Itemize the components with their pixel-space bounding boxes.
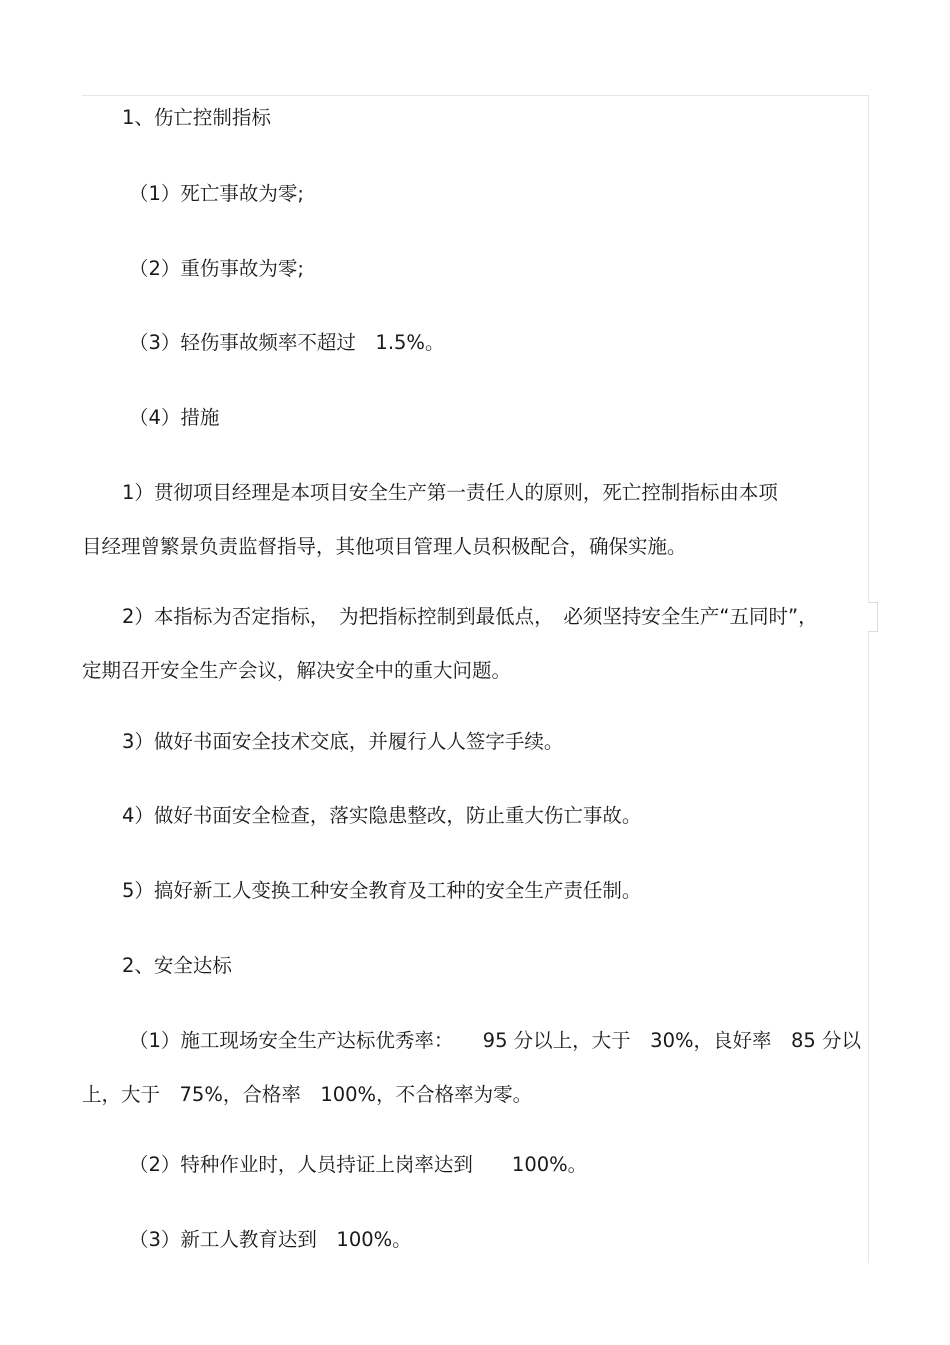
item-death-zero: （1）死亡事故为零;: [129, 182, 304, 205]
measure-1: 1）贯彻项目经理是本项目安全生产第一责任人的原则，死亡控制指标由本项 目经理曾繁景负责监督指导，其他项目管理人员积极配合，确保实施。: [82, 481, 778, 558]
page-border-top: [82, 95, 869, 96]
measure-5: 5）搞好新工人变换工种安全教育及工种的安全生产责任制。: [122, 879, 642, 902]
item-new-worker-education: （3）新工人教育达到 100%。: [129, 1228, 412, 1251]
item-minor-injury-rate: （3）轻伤事故频率不超过 1.5%。: [129, 331, 445, 354]
page-edge-tab: [868, 602, 878, 632]
measure-3: 3）做好书面安全技术交底，并履行人人签字手续。: [122, 730, 564, 753]
measure-4: 4）做好书面安全检查，落实隐患整改，防止重大伤亡事故。: [122, 804, 642, 827]
page-border-right: [868, 95, 869, 1263]
heading-safety-standard: 2、安全达标: [122, 954, 232, 977]
measure-2: 2）本指标为否定指标， 为把指标控制到最低点， 必须坚持安全生产“五同时”， 定期召开安全生产会议，解决安全中的重大问题。: [82, 605, 818, 682]
item-measures: （4）措施: [129, 406, 220, 429]
item-serious-injury-zero: （2）重伤事故为零;: [129, 257, 304, 280]
heading-injury-control: 1、伤亡控制指标: [122, 106, 271, 129]
item-certified-rate: （2）特种作业时，人员持证上岗率达到 100%。: [129, 1153, 588, 1176]
item-site-standard-rate: （1）施工现场安全生产达标优秀率： 95 分以上，大于 30%，良好率 85 分以 上，大于 75%，合格率 100%，不合格率为零。: [82, 1029, 862, 1106]
